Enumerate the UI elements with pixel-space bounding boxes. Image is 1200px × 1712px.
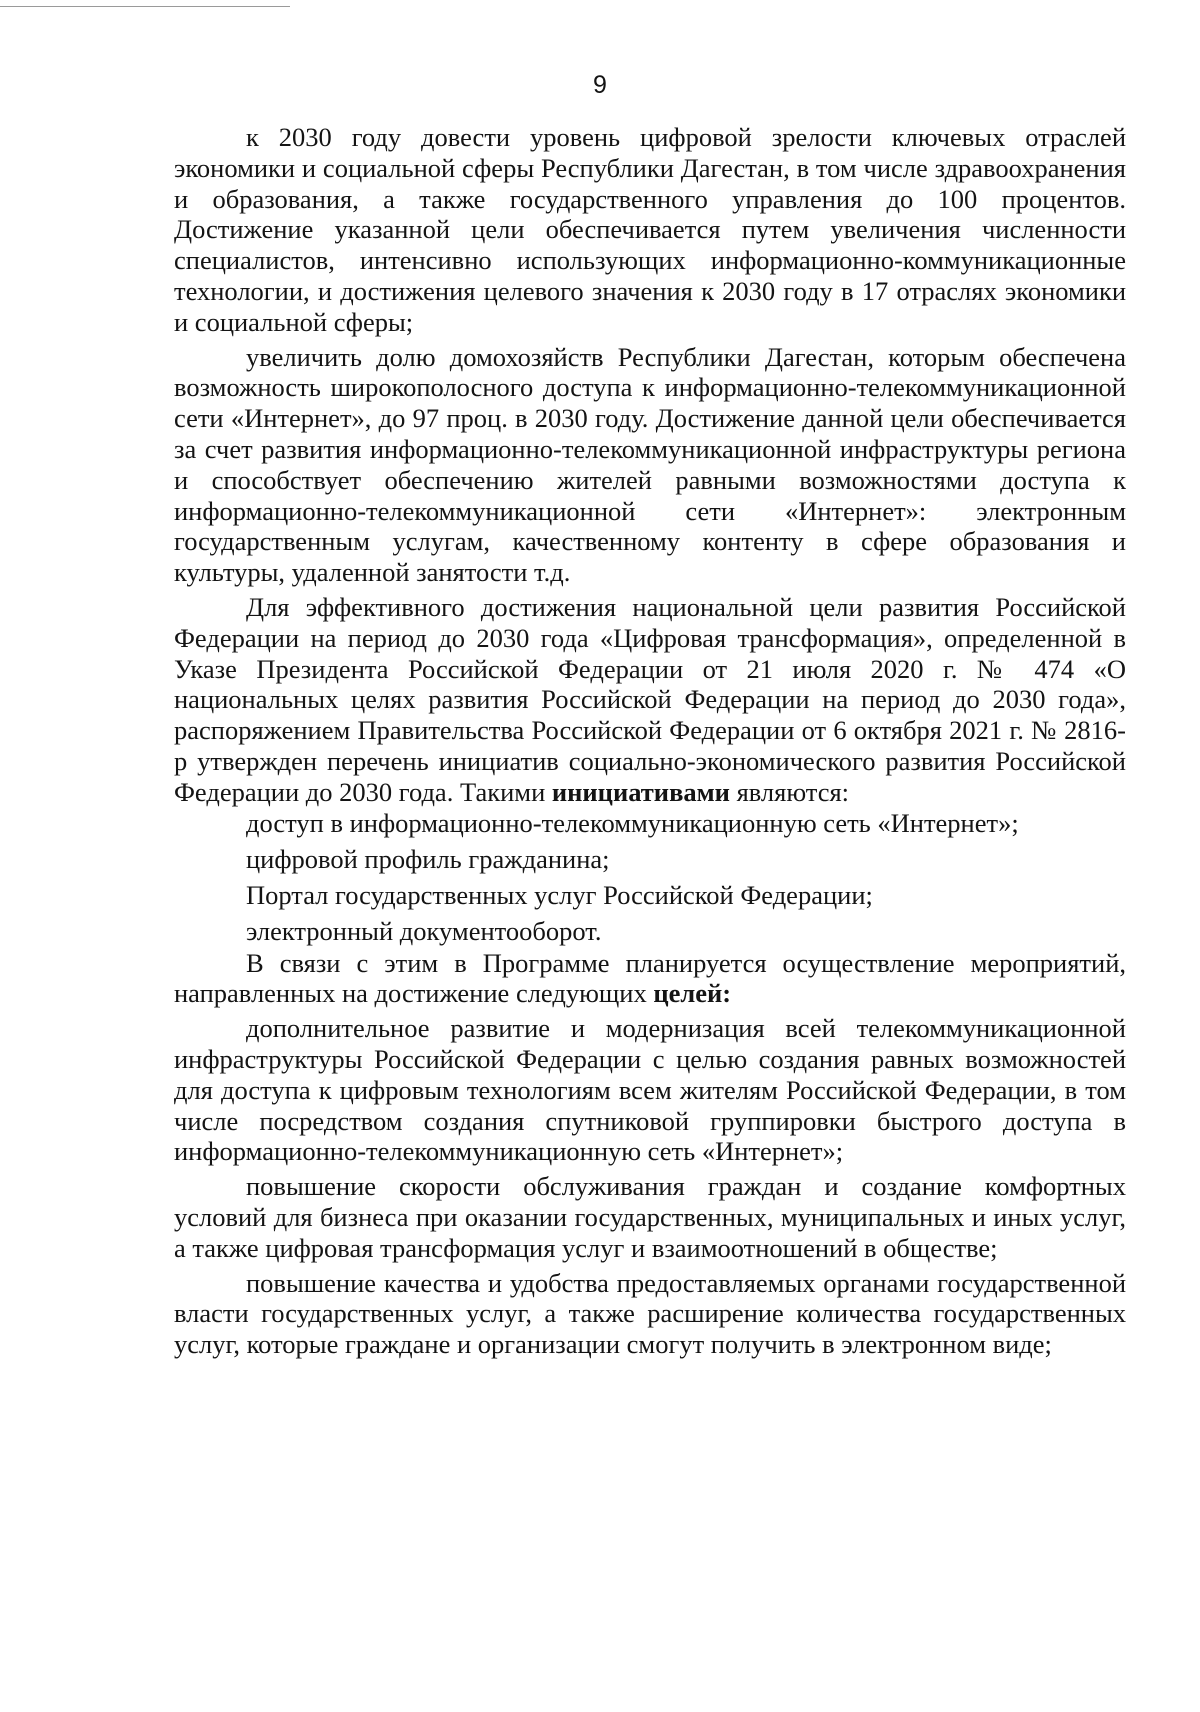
- initiatives-list: [174, 808, 1126, 946]
- list-item: электронный документооборот.: [246, 915, 602, 946]
- list-item: цифровой профиль гражданина;: [246, 843, 610, 874]
- paragraph-service-quality: повышение качества и удобства предоставляемых органами государственной власти государственных услуг, а также расширение количества государственных услуг, которые граждане и организации смогут получить в электронном виде;: [174, 1267, 1126, 1360]
- paragraph-national-goal: [174, 592, 1126, 808]
- paragraph-program-goals-text: В связи с этим в Программе планируется осуществление мероприятий, направленных на достижение следующих: [174, 947, 1126, 1009]
- goals-term: целей: [653, 978, 723, 1009]
- list-item: Портал государственных услуг Российской Федерации;: [246, 879, 873, 910]
- initiatives-term: инициативами: [551, 776, 730, 807]
- paragraph-digital-maturity: к 2030 году довести уровень цифровой зрелости ключевых отраслей экономики и социальной сферы Республики Дагестан, в том числе здравоохранения и образования, а также государственного управления до 100 процентов. Достижение указанной цели обеспечивается путем увеличения численности специалистов, интенсивно использующих информационно-коммуникационные технологии, и достижения целевого значения к 2030 году в 17 отраслях экономики и социальной сферы;: [174, 122, 1126, 337]
- paragraph-national-goal-text: Для эффективного достижения национальной цели развития Российской Федерации на период до 2030 года «Цифровая трансформация», определенной в Указе Президента Российской Федерации от 21 июля 2020 г. № 474 «О национальных целях развития Российской Федерации на период до 2030 года», распоряжением Правительства Российской Федерации от 6 октября 2021 г. № 2816-р утвержден перечень инициатив социально-экономического развития Российской Федерации до 2030 года. Такими: [174, 591, 1126, 807]
- list-item: доступ в информационно-телекоммуникационную сеть «Интернет»;: [246, 807, 1019, 838]
- paragraph-service-speed: повышение скорости обслуживания граждан и создание комфортных условий для бизнеса при оказании государственных, муниципальных и иных услуг, а также цифровая трансформация услуг и взаимоотношений в обществе;: [174, 1171, 1126, 1263]
- paragraph-program-goals: [174, 948, 1126, 1010]
- scan-edge-line: [0, 6, 290, 7]
- goals-colon: :: [722, 978, 732, 1009]
- document-body: [174, 122, 1126, 1364]
- paragraph-broadband-access: увеличить долю домохозяйств Республики Дагестан, которым обеспечена возможность широкополосного доступа к информационно-телекоммуникационной сети «Интернет», до 97 проц. в 2030 году. Достижение данной цели обеспечивается за счет развития информационно-телекоммуникационной инфраструктуры региона и способствует обеспечению жителей равными возможностями доступа к информационно-телекоммуникационной сети «Интернет»: электронным государственным услугам, качественному контенту в сфере образования и культуры, удаленной занятости т.д.: [174, 341, 1126, 588]
- paragraph-national-goal-tail: являются:: [729, 776, 850, 807]
- paragraph-infrastructure: дополнительное развитие и модернизация всей телекоммуникационной инфраструктуры Российской Федерации с целью создания равных возможностей для доступа к цифровым технологиям всем жителям Российской Федерации, в том числе посредством создания спутниковой группировки быстрого доступа в информационно-телекоммуникационную сеть «Интернет»;: [174, 1013, 1126, 1167]
- page-number: 9: [593, 71, 607, 99]
